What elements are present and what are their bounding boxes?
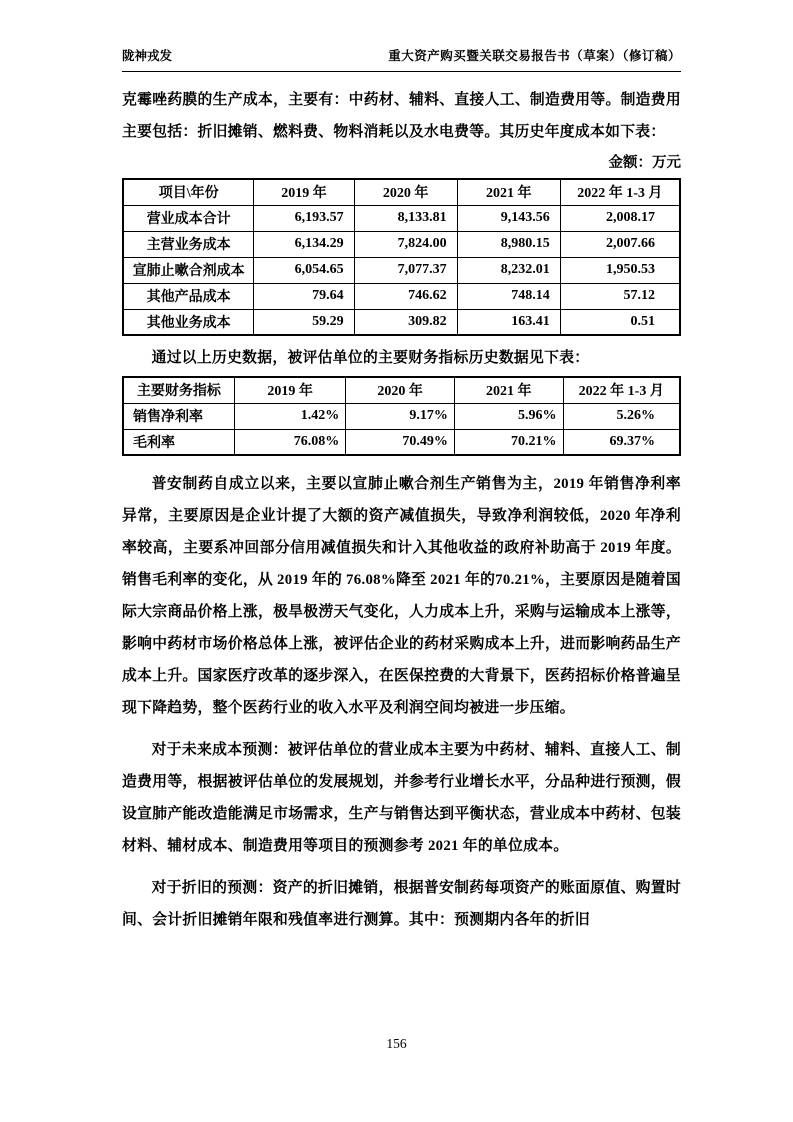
value-cell: 59.29 [254,309,354,335]
unit-label: 金额：万元 [608,155,681,171]
intro-paragraph: 克霉唑药膜的生产成本，主要有：中药材、辅料、直接人工、制造费用等。制造费用主要包括：折旧摊销、燃料费、物料消耗以及水电费等。其历史年度成本如下表： [122,92,681,140]
value-cell: 0.51 [560,309,680,335]
header-cell: 2022 年 1-3 月 [560,179,680,205]
value-cell: 69.37% [563,429,680,455]
header-cell: 2019 年 [234,377,345,403]
value-cell: 748.14 [457,283,560,309]
row-label: 营业成本合计 [123,205,254,231]
row-label: 毛利率 [123,429,234,455]
value-cell: 7,077.37 [354,257,457,283]
value-cell: 70.21% [454,429,563,455]
indicator-table [122,376,681,456]
table-row [123,283,680,309]
value-cell: 746.62 [354,283,457,309]
header-report-title: 重大资产购买暨关联交易报告书（草案）（修订稿） [388,49,681,63]
header-company-name: 陇神戎发 [122,49,173,63]
value-cell: 8,980.15 [457,231,560,257]
page-number: 156 [386,1036,407,1051]
value-cell: 5.26% [563,403,680,429]
value-cell: 163.41 [457,309,560,335]
row-label: 其他产品成本 [123,283,254,309]
indicator-table-header [123,377,680,403]
value-cell: 1,950.53 [560,257,680,283]
value-cell: 1.42% [234,403,345,429]
page-footer [0,1036,793,1052]
cost-forecast-paragraph: 对于未来成本预测：被评估单位的营业成本主要为中药材、辅料、直接人工、制造费用等，根据被评估单位的发展规划，并参考行业增长水平，分品种进行预测，假设宣肺产能改造能满足市场需求，生产与销售达到平衡状态，营业成本中药材、包装材料、辅材成本、制造费用等项目的预测参考 2021 年的单位成本。 [122,742,681,854]
value-cell: 2,008.17 [560,205,680,231]
table-row [123,403,680,429]
value-cell: 6,134.29 [254,231,354,257]
cost-table [122,178,681,336]
value-cell: 6,054.65 [254,257,354,283]
header-cell: 2020 年 [346,377,455,403]
value-cell: 7,824.00 [354,231,457,257]
header-cell: 2020 年 [354,179,457,205]
table-row [123,231,680,257]
header-cell: 2022 年 1-3 月 [563,377,680,403]
row-label: 销售净利率 [123,403,234,429]
value-cell: 8,232.01 [457,257,560,283]
header-cell: 项目\年份 [123,179,254,205]
row-label: 宣肺止嗽合剂成本 [123,257,254,283]
table-row [123,205,680,231]
value-cell: 2,007.66 [560,231,680,257]
header-cell: 2021 年 [457,179,560,205]
value-cell: 8,133.81 [354,205,457,231]
header-cell: 2019 年 [254,179,354,205]
transition-paragraph: 通过以上历史数据，被评估单位的主要财务指标历史数据见下表： [151,350,590,366]
value-cell: 309.82 [354,309,457,335]
cost-table-header [123,179,680,205]
value-cell: 79.64 [254,283,354,309]
page-header [122,46,681,72]
header-cell: 主要财务指标 [123,377,234,403]
value-cell: 70.49% [346,429,455,455]
header-cell: 2021 年 [454,377,563,403]
value-cell: 5.96% [454,403,563,429]
analysis-paragraph: 普安制药自成立以来，主要以宣肺止嗽合剂生产销售为主，2019 年销售净利率异常，主要原因是企业计提了大额的资产减值损失，导致净利润较低，2020 年净利率较高，主要系冲回部分信用减值损失和计入其他收益的政府补助高于 2019 年度。销售毛利率的变化，从 2019 年的 76.08%降至 2021 年的70.21%，主要原因是随着国际大宗商品价格上涨，极旱极涝天气变化，人力成本上升，采购与运输成本上涨等，影响中药材市场价格总体上涨，被评估企业的药材采购成本上升，进而影响药品生产成本上升。国家医疗改革的逐步深入，在医保控费的大背景下，医药招标价格普遍呈现下降趋势，整个医药行业的收入水平及利润空间均被进一步压缩。 [122,476,681,716]
table-header-row [123,377,680,403]
depreciation-forecast-paragraph: 对于折旧的预测：资产的折旧摊销，根据普安制药每项资产的账面原值、购置时间、会计折旧摊销年限和残值率进行测算。其中：预测期内各年的折旧 [122,880,681,928]
table-header-row [123,179,680,205]
row-label: 其他业务成本 [123,309,254,335]
value-cell: 6,193.57 [254,205,354,231]
table-row [123,309,680,335]
table-row [123,257,680,283]
value-cell: 9,143.56 [457,205,560,231]
table-row [123,429,680,455]
row-label: 主营业务成本 [123,231,254,257]
value-cell: 57.12 [560,283,680,309]
value-cell: 76.08% [234,429,345,455]
value-cell: 9.17% [346,403,455,429]
